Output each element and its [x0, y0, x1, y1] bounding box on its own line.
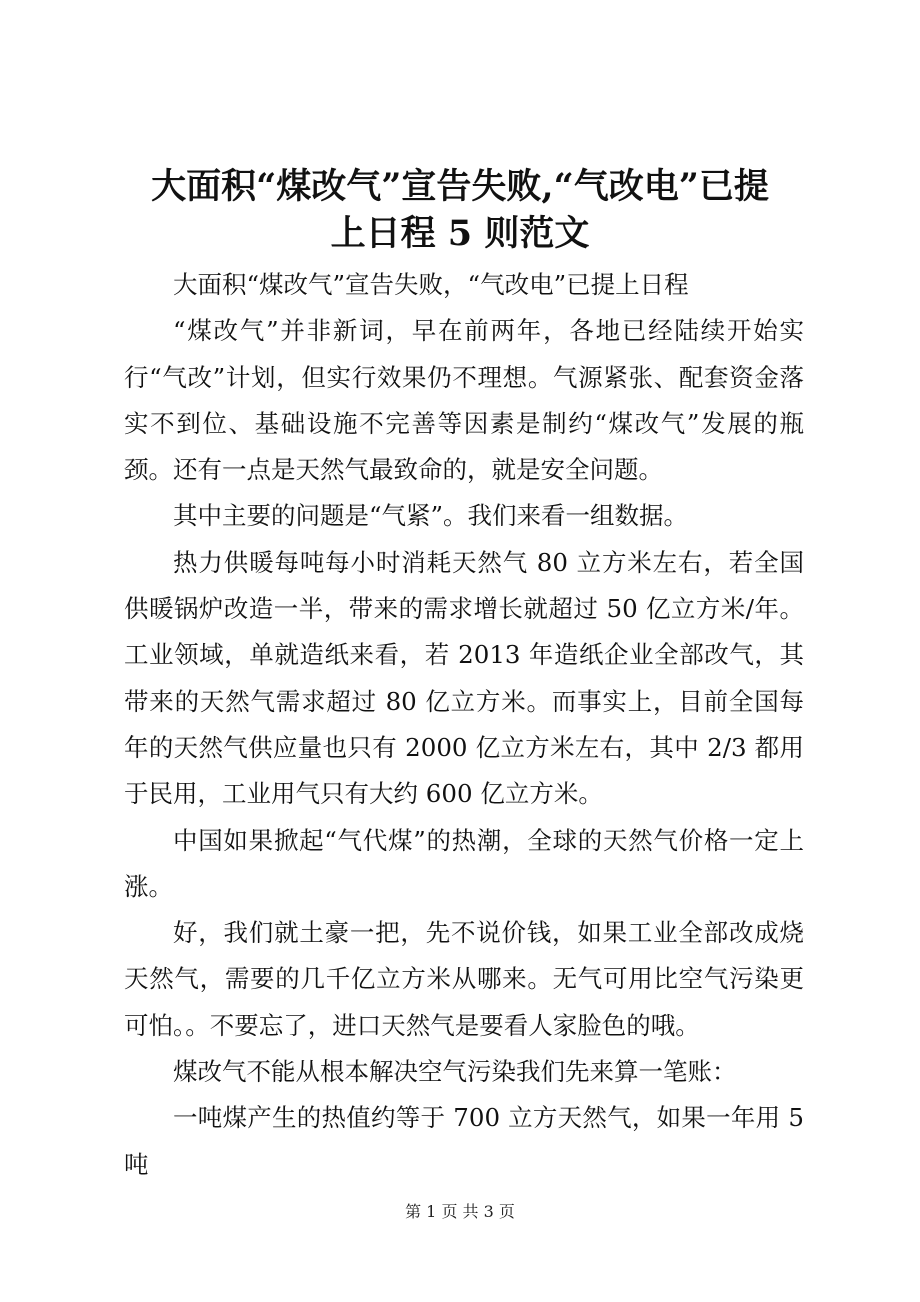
paragraph: 中国如果掀起“气代煤”的热潮，全球的天然气价格一定上涨。	[124, 825, 804, 901]
paragraph: 一吨煤产生的热值约等于 700 立方天然气，如果一年用 5 吨	[124, 1103, 804, 1179]
paragraph: 好，我们就土豪一把，先不说价钱，如果工业全部改成烧天然气，需要的几千亿立方米从哪来。无气可用比空气污染更可怕。。不要忘了，进口天然气是要看人家脸色的哦。	[124, 918, 804, 1040]
paragraph: 热力供暖每吨每小时消耗天然气 80 立方米左右，若全国供暖锅炉改造一半，带来的需求增长就超过 50 亿立方米/年。工业领域，单就造纸来看，若 2013 年造纸企业全部改气，其带来的天然气需求超过 80 亿立方米。而事实上，目前全国每年的天然气供应量也只有 2000 亿立方米左右，其中 2/3 都用于民用，工业用气只有大约 600 亿立方米。	[124, 547, 804, 809]
paragraph: 煤改气不能从根本解决空气污染我们先来算一笔账：	[173, 1057, 737, 1087]
paragraph: 大面积“煤改气”宣告失败，“气改电”已提上日程	[173, 270, 689, 299]
paragraph: “煤改气”并非新词，早在前两年，各地已经陆续开始实行“气改”计划，但实行效果仍不理想。气源紧张、配套资金落实不到位、基础设施不完善等因素是制约“煤改气”发展的瓶颈。还有一点是天然气最致命的，就是安全问题。	[124, 316, 804, 485]
title-line-1: 大面积“煤改气”宣告失败,“气改电”已提	[151, 166, 769, 207]
document-body	[124, 262, 804, 1188]
page-footer: 第 1 页 共 3 页	[405, 1202, 515, 1221]
title-line-2: 上日程 5 则范文	[330, 213, 590, 254]
paragraph: 其中主要的问题是“气紧”。我们来看一组数据。	[173, 501, 689, 531]
document-title	[100, 163, 820, 257]
